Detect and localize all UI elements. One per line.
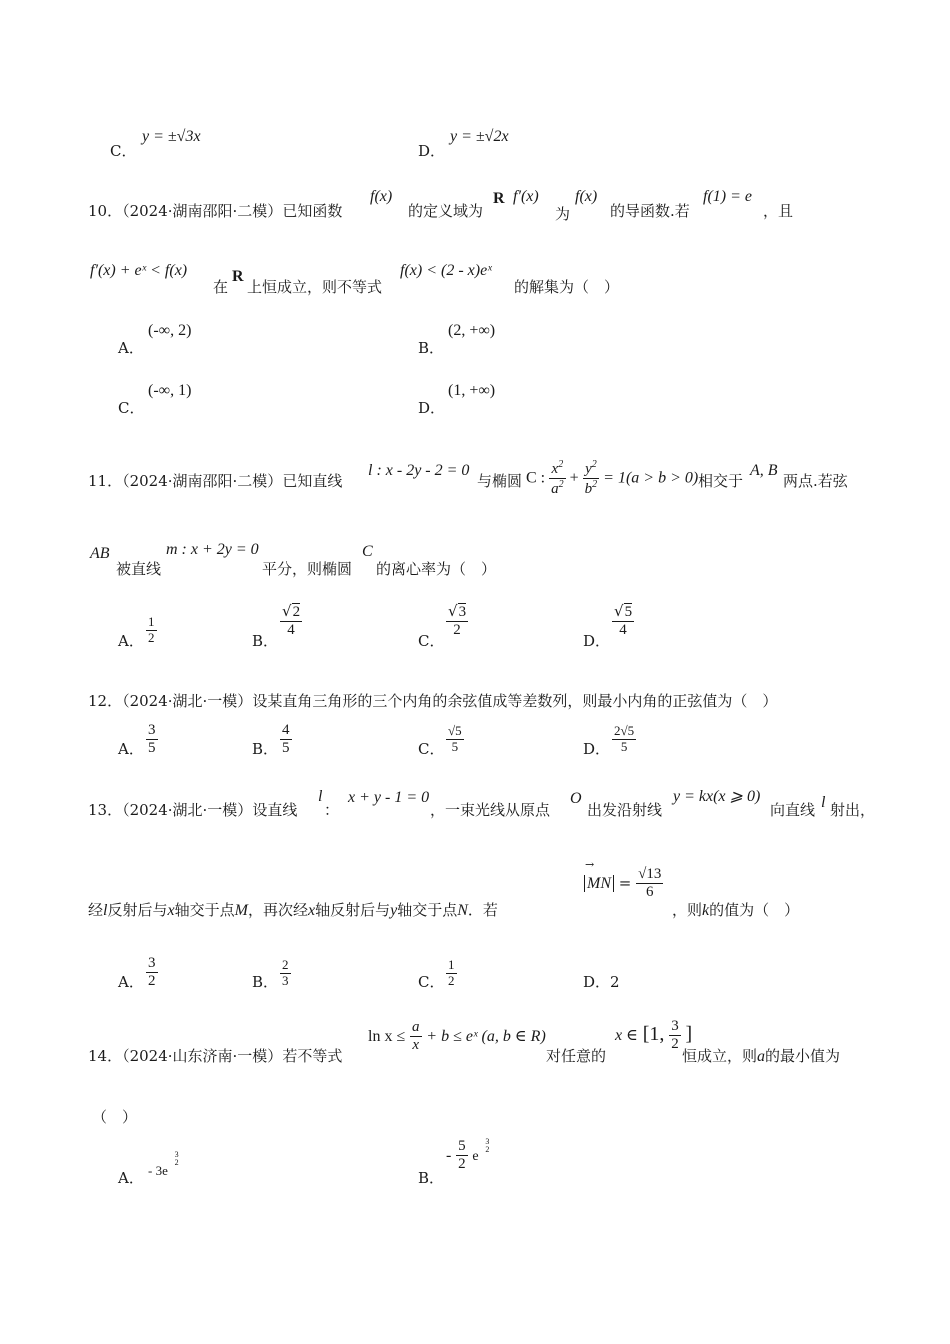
text: 反射后与	[107, 901, 168, 919]
q13-option-b-label: B．	[252, 973, 279, 991]
q12-option-c-value	[446, 724, 464, 755]
q10-text4: 的导函数.若	[610, 202, 690, 220]
denominator: 2	[671, 1036, 679, 1053]
exp-numerator: 3	[485, 1136, 490, 1146]
ellipse-label: C :	[526, 469, 546, 487]
q14-line1	[88, 1045, 342, 1066]
y: y	[390, 902, 398, 919]
q10-option-a-value: (-∞, 2)	[148, 322, 192, 339]
plus-sign: +	[569, 469, 579, 487]
numerator: √13	[636, 866, 663, 884]
q14-paren: （ ）	[92, 1108, 138, 1126]
q11-text2: 与椭圆	[477, 472, 523, 490]
question-source: （2024·湖南邵阳·二模）	[122, 472, 283, 490]
q10-text3: 为	[555, 205, 571, 223]
numerator: 4	[280, 722, 292, 740]
question-number: 10．	[88, 202, 123, 220]
q12-line1	[88, 690, 777, 711]
q10-option-d-label: D．	[418, 399, 446, 417]
q13-tail	[672, 899, 799, 920]
q13-line2	[88, 899, 498, 920]
denominator: 5	[451, 738, 459, 754]
minus: -	[446, 1146, 452, 1164]
question-number: 14．	[88, 1047, 123, 1065]
numerator: a	[410, 1019, 422, 1037]
text: 若不等式	[282, 1047, 343, 1065]
text: 恒成立，则	[682, 1047, 758, 1065]
q14-option-a-value	[148, 1150, 181, 1178]
k: k	[702, 902, 710, 919]
q10-text7: 上恒成立，则不等式	[247, 278, 383, 296]
numerator: √5	[448, 723, 462, 738]
q11-ellipse	[526, 459, 698, 499]
value: - 3e	[148, 1163, 168, 1178]
x: x	[167, 902, 175, 919]
q13-line-eq: x + y - 1 = 0	[348, 789, 430, 806]
question-number: 12．	[88, 692, 123, 710]
q10-option-c-label: C．	[118, 399, 145, 417]
q11-text3: 相交于	[698, 472, 744, 490]
fraction	[636, 866, 663, 902]
q14-option-b-value	[446, 1138, 491, 1174]
text: 经	[88, 901, 104, 919]
fraction	[612, 724, 636, 755]
text: 的值为（ ）	[709, 901, 800, 919]
fraction	[280, 603, 302, 640]
q11-option-a-label: A．	[118, 632, 144, 650]
sqrt-sign: √	[614, 602, 624, 620]
q11-option-b-value	[280, 603, 302, 640]
q10-text8: 的解集为（ ）	[514, 278, 620, 296]
q11-option-d-label: D．	[583, 632, 611, 650]
q13-l-2: l	[821, 794, 826, 811]
denominator: x	[412, 1037, 420, 1054]
q13-text2: ，一束光线从原点	[430, 801, 551, 819]
text: ．若	[467, 901, 498, 919]
exp-denominator: 2	[174, 1158, 179, 1167]
text: 已知函数	[282, 202, 343, 220]
ellipse-rhs: = 1(a > b > 0)	[603, 469, 699, 487]
q9-option-d-formula: y = ±√2x	[450, 128, 509, 145]
q13-option-b-value	[280, 958, 291, 989]
fraction	[280, 958, 291, 989]
q10-option-b-label: B．	[418, 339, 445, 357]
q14-option-a-label: A．	[118, 1169, 144, 1187]
numerator: 2√5	[614, 723, 635, 738]
option-label: C．	[110, 142, 137, 160]
q13-text3: 出发沿射线	[587, 801, 663, 819]
q14-inequality	[368, 1019, 546, 1055]
q10-text6: 在	[213, 278, 229, 296]
q13-colon: ：	[324, 801, 340, 819]
ellipse-x-frac: $\frac{x^2}{a^2}$	[551, 459, 564, 498]
interval-left: [1,	[642, 1022, 665, 1045]
text: 设直线	[252, 801, 298, 819]
text: ，则	[672, 901, 703, 919]
q12-option-d-label: D．	[583, 740, 611, 758]
denominator: 3	[282, 972, 289, 988]
fraction	[446, 958, 457, 989]
q11-text7: 的离心率为（ ）	[376, 560, 497, 578]
exp-numerator: 3	[174, 1150, 179, 1159]
fraction	[146, 955, 158, 991]
q10-option-b-value: (2, +∞)	[448, 322, 496, 339]
q14-option-b-label: B．	[418, 1169, 445, 1187]
text: 设某直角三角形的三个内角的余弦值成等差数列，则最小内角的正弦值为（ ）	[252, 692, 778, 710]
q10-option-a-label: A．	[118, 339, 144, 357]
q14-domain	[615, 1018, 692, 1054]
q11-option-a-value	[146, 615, 157, 646]
question-source: （2024·山东济南·一模）	[122, 1047, 283, 1065]
q12-option-b-label: B．	[252, 740, 279, 758]
sqrt-sign: √	[282, 602, 292, 620]
q10-option-c-value: (-∞, 1)	[148, 382, 192, 399]
text: ，再次经	[247, 901, 308, 919]
q13-option-a-value	[146, 955, 158, 991]
denominator: 5	[148, 740, 156, 757]
q13-ray: y = kx(x ⩾ 0)	[673, 788, 761, 805]
numerator: 3	[458, 604, 467, 620]
denominator: 5	[620, 738, 628, 754]
vector-arrow-icon: →	[585, 858, 595, 871]
fraction	[446, 724, 464, 755]
numerator: 2	[282, 957, 289, 972]
q13-l: l	[318, 788, 323, 805]
question-source: （2024·湖南邵阳·二模）	[122, 202, 283, 220]
denominator: 4	[619, 622, 627, 639]
text: 轴反射后与	[315, 901, 391, 919]
equals: =	[618, 873, 632, 892]
fraction	[410, 1019, 422, 1055]
q13-line1	[88, 799, 297, 820]
q14-text2: 对任意的	[546, 1047, 607, 1065]
q14-text3-line	[682, 1045, 840, 1066]
text: 的最小值为	[765, 1047, 841, 1065]
interval-right: ]	[685, 1022, 693, 1045]
q13-text4: 向直线	[770, 801, 816, 819]
option-label: D．	[418, 142, 446, 160]
denominator: 4	[287, 622, 295, 639]
q13-option-c-label: C．	[418, 973, 445, 991]
question-source: （2024·湖北·一模）	[122, 801, 253, 819]
numerator: 5	[456, 1138, 468, 1156]
fraction	[280, 722, 292, 758]
q10-R-2: R	[232, 268, 244, 285]
q11-line1	[88, 470, 342, 491]
q11-option-d-value	[612, 603, 634, 640]
denominator: 2	[148, 973, 156, 990]
q11-line-m: m : x + 2y = 0	[166, 541, 259, 558]
text: 轴交于点	[397, 901, 458, 919]
q12-option-d-value	[612, 724, 636, 755]
denominator: 6	[646, 884, 654, 901]
q12-option-a-label: A．	[118, 740, 144, 758]
q10-option-d-value: (1, +∞)	[448, 382, 496, 399]
q11-C: C	[362, 543, 373, 560]
inequality-rest: + b ≤ eˣ (a, b ∈ R)	[426, 1027, 546, 1045]
exponent	[173, 1151, 181, 1167]
numerator: 1	[448, 957, 455, 972]
q10-condition: f′(x) + eˣ < f(x)	[90, 262, 188, 279]
q10-fx: f(x)	[370, 188, 393, 205]
q11-text6: 平分，则椭圆	[262, 560, 353, 578]
denominator: 2	[148, 629, 155, 645]
x-in: x ∈	[615, 1026, 638, 1044]
numerator: 5	[624, 604, 633, 620]
sqrt-sign: √	[448, 602, 458, 620]
text: 轴交于点	[174, 901, 235, 919]
q10-fprime: f′(x)	[513, 188, 539, 205]
q13-option-d	[583, 971, 620, 992]
MN: MN	[584, 875, 614, 892]
q10-text5: ，且	[763, 202, 794, 220]
q11-option-b-label: B．	[252, 632, 279, 650]
q13-text5: 射出，	[830, 801, 876, 819]
exp-denominator: 2	[485, 1144, 490, 1154]
numerator: 2	[292, 604, 301, 620]
fraction	[456, 1138, 468, 1174]
fraction	[146, 722, 158, 758]
a: a	[757, 1048, 766, 1065]
denominator: 2	[458, 1156, 466, 1173]
q11-line-l: l : x - 2y - 2 = 0	[368, 462, 470, 479]
q10-R: R	[493, 190, 505, 207]
q10-line1	[88, 200, 342, 221]
exponent	[483, 1138, 491, 1154]
question-source: （2024·湖北·一模）	[122, 692, 253, 710]
ellipse-y-frac: $\frac{y^2}{b^2}$	[584, 459, 598, 498]
lnx: ln x ≤	[368, 1027, 406, 1045]
q13-O: O	[570, 790, 582, 807]
fraction	[669, 1018, 681, 1054]
question-number: 13．	[88, 801, 123, 819]
numerator: 1	[148, 614, 155, 629]
denominator: 2	[448, 972, 455, 988]
numerator: 3	[146, 722, 158, 740]
numerator: 3	[146, 955, 158, 973]
q11-AB: AB	[90, 545, 110, 562]
x: x	[307, 902, 316, 919]
q10-f1: f(1) = e	[703, 188, 752, 205]
q13-option-c-value	[446, 958, 457, 989]
fraction	[446, 603, 468, 640]
q12-option-a-value	[146, 722, 158, 758]
q9-option-c	[110, 140, 136, 161]
q11-option-c-label: C．	[418, 632, 445, 650]
q10-text2: 的定义域为	[408, 202, 484, 220]
q11-text4: 两点.若弦	[783, 472, 848, 490]
q9-option-d	[418, 140, 445, 161]
text: 已知直线	[282, 472, 343, 490]
base-e: e	[472, 1148, 479, 1164]
q13-option-a-label: A．	[118, 973, 144, 991]
denominator: 2	[453, 622, 461, 639]
M: M	[234, 902, 248, 919]
q10-fx-2: f(x)	[575, 188, 598, 205]
N: N	[457, 902, 468, 919]
q11-text5: 被直线	[116, 560, 162, 578]
q12-option-b-value	[280, 722, 292, 758]
q12-option-c-label: C．	[418, 740, 445, 758]
q10-inequality: f(x) < (2 - x)eˣ	[400, 262, 492, 279]
l: l	[103, 902, 108, 919]
fraction	[612, 603, 634, 640]
q11-option-c-value	[446, 603, 468, 640]
numerator: 3	[669, 1018, 681, 1036]
option-label: D．	[583, 973, 611, 991]
q13-vector-MN	[584, 858, 663, 902]
q9-option-c-formula: y = ±√3x	[142, 128, 201, 145]
option-value: 2	[610, 973, 620, 991]
question-number: 11．	[88, 472, 123, 490]
q11-points: A, B	[750, 462, 778, 479]
denominator: 5	[282, 740, 290, 757]
fraction	[146, 615, 157, 646]
